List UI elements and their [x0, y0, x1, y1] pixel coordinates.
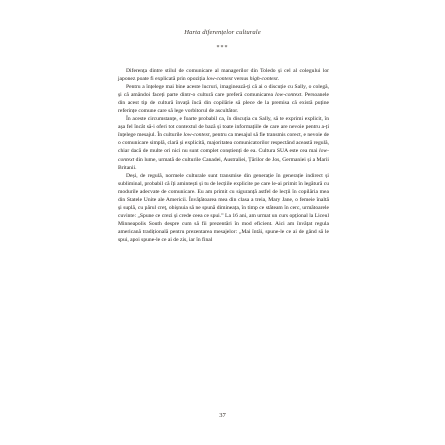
italic-term: high-context: [249, 76, 278, 83]
page-number: 37: [219, 412, 226, 419]
paragraph: În aceste circumstanțe, e foarte probabil ca, în discuția cu Sally, să te exprimi explicit, în așa fel încât să-i oferi tot contextul de bază și toate informațiile de care are nevoie pentru a-ți înțelege mesajul. În culturile low-context, pentru ca mesajul să fie transmis corect, e nevoie de o comunicare simplă, clară și explicită, majoritatea comunicatorilor respectând această regulă, chiar dacă de multe ori nici nu sunt complet conștienți de ea. Cultura SUA este cea mai low-context din lume, urmată de culturile Canadei, Australiei, Țărilor de Jos, Germaniei și a Marii Britanii.: [118, 116, 329, 171]
paragraph: Diferența dintre stilul de comunicare al managerilor din Toledo și cel al colegului lor japonez poate fi explicată prin opoziția low-context versus high-context.: [118, 68, 329, 83]
paragraph: Deși, de regulă, normele culturale sunt transmise din generație în generație indirect și subliminal, probabil că îți amintești și tu de lecțiile explicite pe care le-ai primit în legătură cu modurile adecvate de comunicare. Eu am primit cu siguranță astfel de lecții în copilăria mea din Statele Unite ale Americii. Învățătoarea mea din clasa a treia, Mary Jane, o femeie înaltă și suplă, cu părul creț, obișnuia să ne spună dimineața, în timp ce stăteam în cerc, următoarele cuvinte: „Spune ce crezi și crede ceea ce spui.” La 16 ani, am urmat un curs opțional la Liceul Minneapolis South despre cum să fii prezentări în mod eficient. Aici am învățat regula americană tradițională pentru prezentarea mesajelor: „Mai întâi, spune-le ce ai de gând să le spui, apoi spune-le ce ai de zis, iar în final: [118, 172, 329, 243]
italic-term: low-context: [275, 92, 302, 99]
running-header: Harta diferențelor culturale: [184, 29, 261, 36]
italic-term: low-context: [118, 148, 329, 163]
body-text: [118, 67, 329, 244]
section-ornament: ***: [216, 45, 229, 51]
paragraph: Pentru a înțelege mai bine aceste lucruri, imaginează-ți că ai o discuție cu Sally, o colegă, și că amândoi faceți parte dintr-o cultură care preferă comunicarea low-context. Persoanele din acest tip de cultură învață încă din copilărie să plece de la premisa că există puține referințe comune care să lege vorbitorul de ascultător.: [118, 84, 329, 115]
italic-term: low-context: [206, 76, 233, 83]
italic-term: low-context: [183, 132, 210, 139]
